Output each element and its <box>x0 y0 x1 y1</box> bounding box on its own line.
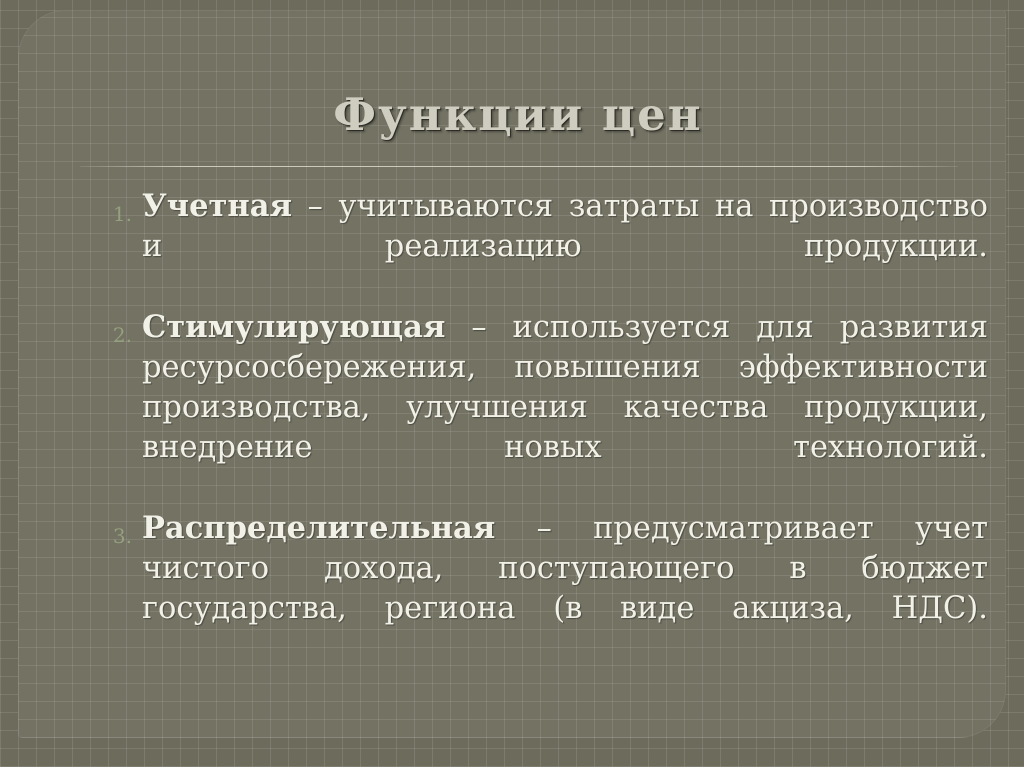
title-divider <box>80 166 958 167</box>
list-item-lead: Распределительная <box>142 510 496 546</box>
functions-list <box>72 186 988 669</box>
list-item-text: – предусматривает учет чистого дохода, поступающего в бюджет государства, региона (в виде акциза, НДС). <box>142 511 988 626</box>
list-item <box>72 307 988 508</box>
list-item-marker: 3. <box>112 524 132 548</box>
list-item-marker: 1. <box>112 202 132 226</box>
list-item-marker: 2. <box>112 323 132 347</box>
list-item-text: – используется для развития ресурсосбережения, повышения эффективности производства, улучшения качества продукции, внедрение новых технологий. <box>142 310 988 465</box>
list-item <box>72 508 988 669</box>
list-item-lead: Учетная <box>142 188 292 224</box>
page-title: Функции цен <box>333 88 703 141</box>
slide-content-panel <box>18 10 1006 738</box>
list-item-text: – учитываются затраты на производство и реализацию продукции. <box>142 189 988 264</box>
list-item-lead: Стимулирующая <box>142 309 446 345</box>
list-item <box>72 186 988 307</box>
